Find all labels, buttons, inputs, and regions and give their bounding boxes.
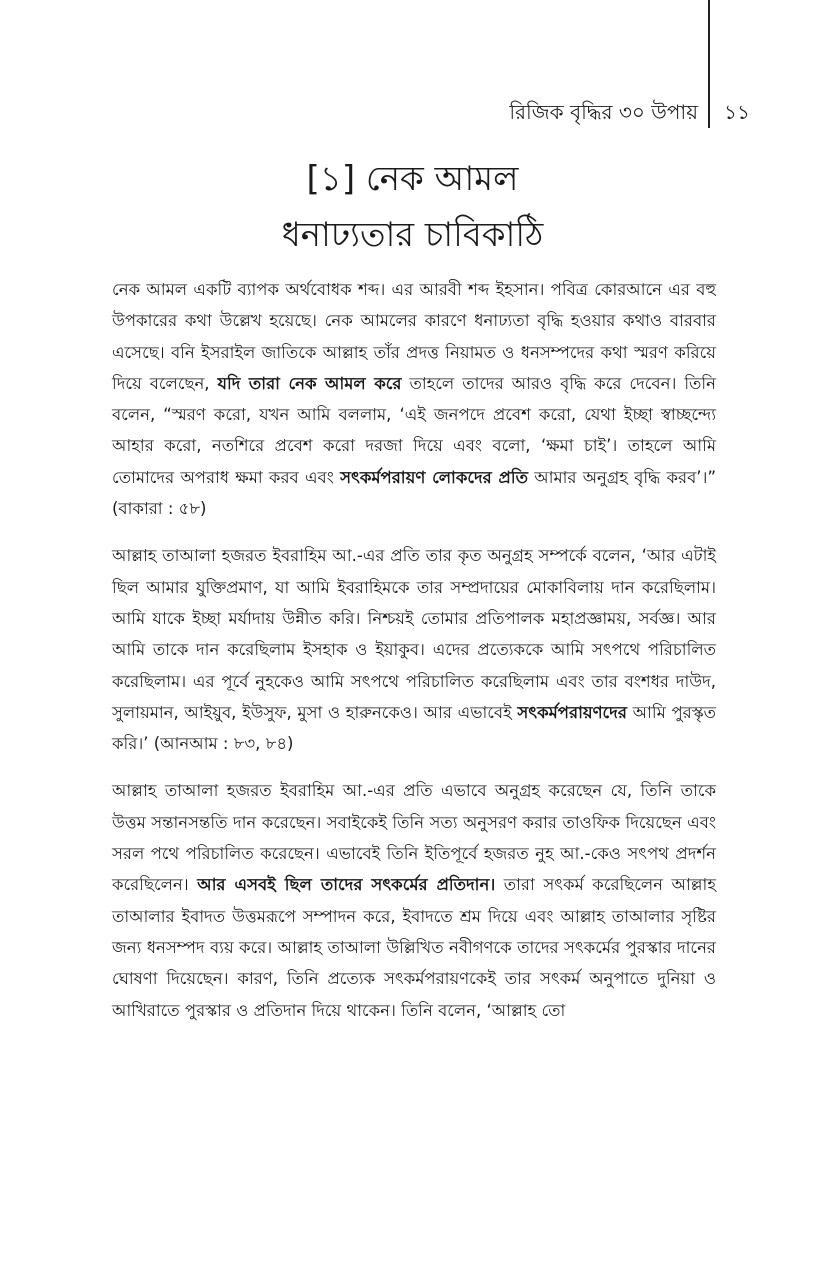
paragraph-1: নেক আমল একটি ব্যাপক অর্থবোধক শব্দ। এর আরবী শব্দ ইহসান। পবিত্র কোরআনে এর বহু উপকারের কথা উল্লেখ হয়েছে। নেক আমলের কারণে ধনাঢ্যতা বৃদ্ধি হওয়ার কথাও বারবার এসেছে। বনি ইসরাইল জাতিকে আল্লাহ তাঁর প্রদত্ত নিয়ামত ও ধনসম্পদের কথা স্মরণ করিয়ে দিয়ে বলেছেন, যদি তারা নেক আমল করে তাহলে তাদের আরও বৃদ্ধি করে দেবেন। তিনি বলেন, “স্মরণ করো, যখন আমি বললাম, ‘এই জনপদে প্রবেশ করো, যেথা ইচ্ছা স্বাচ্ছন্দ্যে আহার করো, নতশিরে প্রবেশ করো দরজা দিয়ে এবং বলো, ‘ক্ষমা চাই’। তাহলে আমি তোমাদের অপরাধ ক্ষমা করব এবং সৎকর্মপরায়ণ লোকদের প্রতি আমার অনুগ্রহ বৃদ্ধি করব’।” (বাকারা : ৫৮) [112, 280, 716, 519]
running-header-title: রিজিক বৃদ্ধির ৩০ উপায় [509, 100, 698, 124]
page-number: ১১ [724, 100, 750, 124]
paragraph-3: আল্লাহ তাআলা হজরত ইবরাহিম আ.-এর প্রতি এভাবে অনুগ্রহ করেছেন যে, তিনি তাকে উত্তম সন্তানসন্ততি দান করেছেন। সবাইকেই তিনি সত্য অনুসরণ করার তাওফিক দিয়েছেন এবং সরল পথে পরিচালিত করেছেন। এভাবেই তিনি ইতিপূর্বে হজরত নুহ আ.-কেও সৎপথ প্রদর্শন করেছিলেন। আর এসবই ছিল তাদের সৎকর্মের প্রতিদান। তারা সৎকর্ম করেছিলেন আল্লাহ তাআলার ইবাদত উত্তমরূপে সম্পাদন করে, ইবাদতে শ্রম দিয়ে এবং আল্লাহ তাআলার সৃষ্টির জন্য ধনসম্পদ ব্যয় করে। আল্লাহ তাআলা উল্লিখিত নবীগণকে তাদের সৎকর্মের পুরস্কার দানের ঘোষণা দিয়েছেন। কারণ, তিনি প্রত্যেক সৎকর্মপরায়ণকেই তার সৎকর্ম অনুপাতে দুনিয়া ও আখিরাতে পুরস্কার ও প্রতিদান দিয়ে থাকেন। তিনি বলেন, ‘আল্লাহ তো [112, 781, 716, 1020]
emphasis: যদি তারা নেক আমল করে [217, 373, 402, 393]
emphasis: সৎকর্মপরায়ণদের [517, 702, 627, 722]
emphasis: আর এসবই ছিল তাদের সৎকর্মের প্রতিদান। [197, 875, 496, 895]
chapter-title: [১] নেক আমল [306, 159, 519, 199]
emphasis: সৎকর্মপরায়ণ লোকদের প্রতি [340, 467, 528, 487]
chapter-subtitle: ধনাঢ্যতার চাবিকাঠি [281, 215, 544, 255]
header-divider [708, 0, 710, 128]
paragraph-2: আল্লাহ তাআলা হজরত ইবরাহিম আ.-এর প্রতি তার কৃত অনুগ্রহ সম্পর্কে বলেন, ‘আর এটাই ছিল আমার যুক্তিপ্রমাণ, যা আমি ইবরাহিমকে তার সম্প্রদায়ের মোকাবিলায় দান করেছিলাম। আমি যাকে ইচ্ছা মর্যাদায় উন্নীত করি। নিশ্চয়ই তোমার প্রতিপালক মহাপ্রজ্ঞাময়, সর্বজ্ঞ। আর আমি তাকে দান করেছিলাম ইসহাক ও ইয়াকুব। এদের প্রত্যেককে আমি সৎপথে পরিচালিত করেছিলাম। এর পূর্বে নুহকেও আমি সৎপথে পরিচালিত করেছিলাম এবং তার বংশধর দাউদ, সুলায়মান, আইয়ুব, ইউসুফ, মুসা ও হারুনকেও। আর এভাবেই সৎকর্মপরায়ণদের আমি পুরস্কৃত করি।’ (আনআম : ৮৩, ৮৪) [112, 546, 716, 754]
body-text [112, 274, 716, 1042]
